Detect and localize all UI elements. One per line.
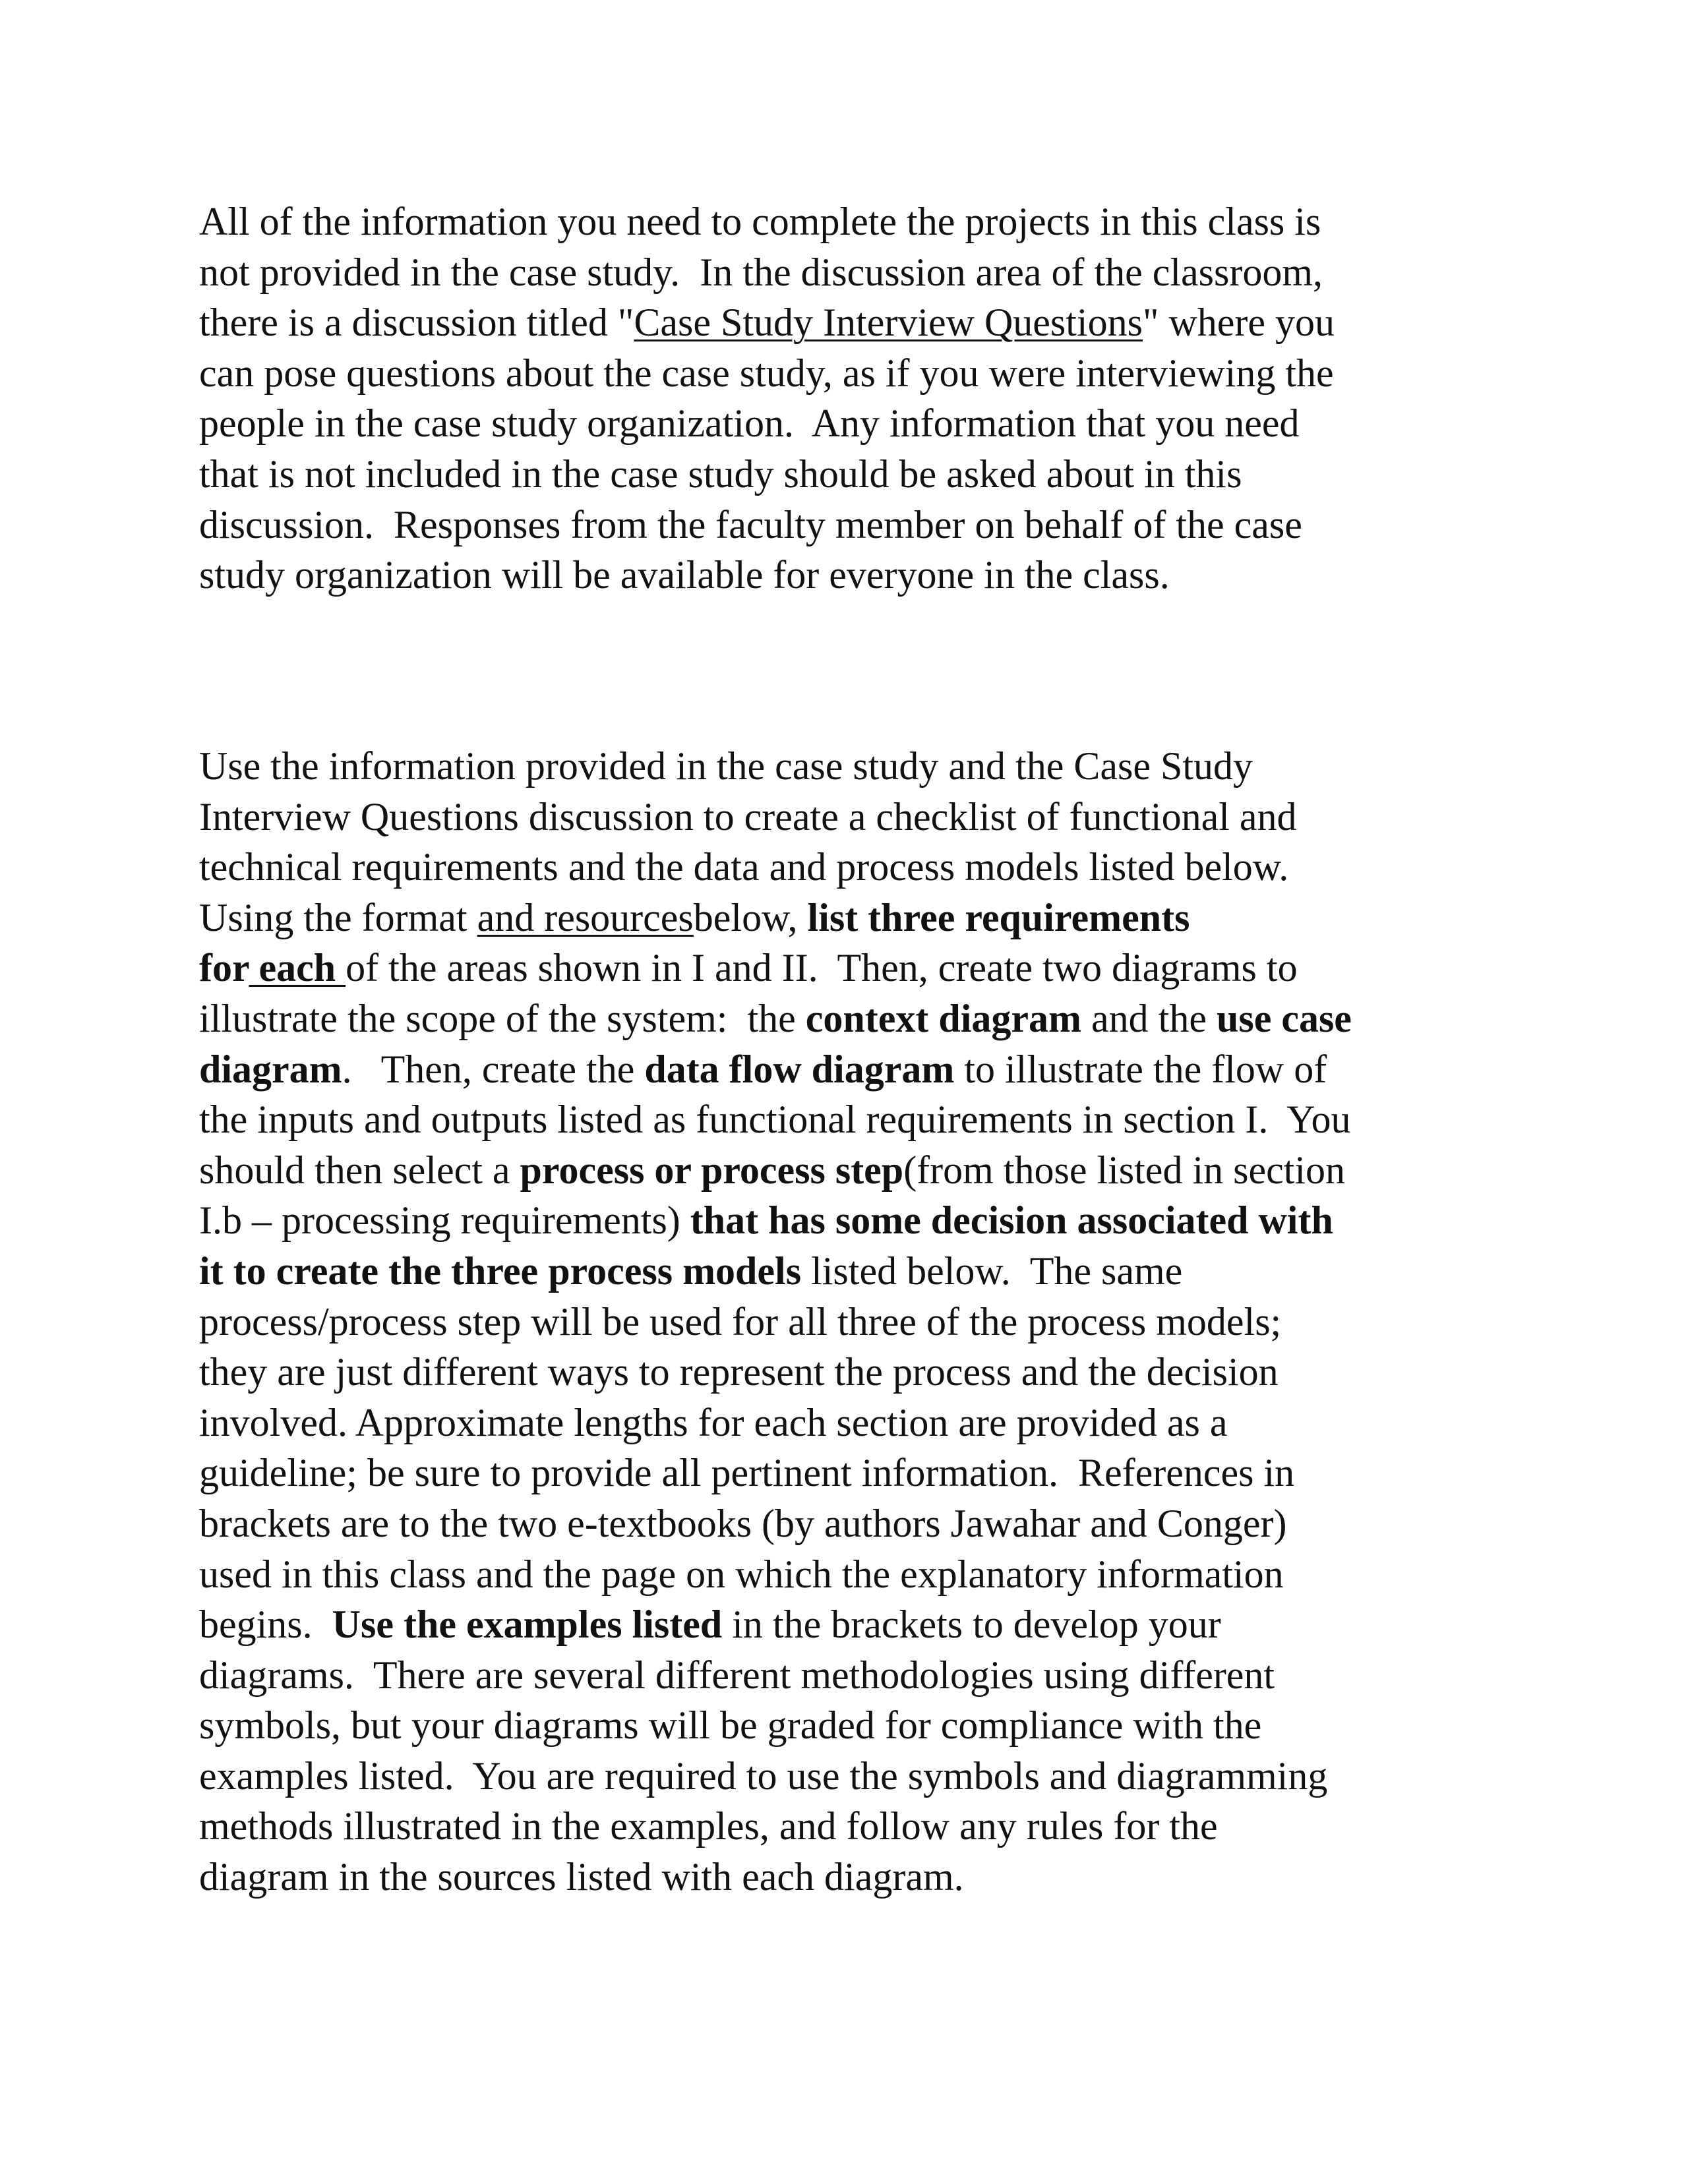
text-span: (from those listed in section [903, 1148, 1346, 1192]
paragraph-line [199, 741, 1352, 792]
text-span: used in this class and the page on which the explanatory information [199, 1552, 1284, 1596]
bold-text: use case [1216, 996, 1352, 1040]
paragraph-line [199, 792, 1352, 842]
text-span: Interview Questions discussion to create a checklist of functional and [199, 794, 1297, 839]
text-span: listed below. The same [801, 1249, 1183, 1293]
text-span: to illustrate the flow of [954, 1047, 1327, 1091]
text-span: can pose questions about the case study, as if you were interviewing the [199, 351, 1334, 395]
paragraph-line [199, 1398, 1352, 1448]
text-span: " where you [1142, 301, 1335, 345]
bold-text: Use the examples listed [332, 1603, 723, 1647]
text-span: they are just different ways to represent the process and the decision [199, 1350, 1279, 1394]
paragraph-line [199, 1094, 1352, 1145]
text-span: begins. [199, 1603, 332, 1647]
text-span: process/process step will be used for all three of the process models; [199, 1299, 1282, 1343]
paragraph-line [199, 1498, 1352, 1549]
intro-paragraph [199, 196, 1335, 601]
paragraph-line [199, 196, 1335, 247]
text-span: below, [693, 895, 808, 939]
text-span: should then select a [199, 1148, 520, 1192]
text-span: brackets are to the two e-textbooks (by authors Jawahar and Conger) [199, 1501, 1287, 1545]
paragraph-line [199, 1650, 1352, 1701]
paragraph-line [199, 550, 1335, 601]
text-span: . Then, create the [342, 1047, 645, 1091]
paragraph-line [199, 1700, 1352, 1751]
paragraph-line [199, 1852, 1352, 1903]
text-span: technical requirements and the data and process models listed below. [199, 845, 1289, 889]
paragraph-line [199, 943, 1352, 993]
text-span: study organization will be available for everyone in the class. [199, 553, 1170, 597]
text-span: symbols, but your diagrams will be graded for compliance with the [199, 1703, 1262, 1748]
bold-text: process or process step [520, 1148, 904, 1192]
paragraph-line [199, 1145, 1352, 1196]
text-span: involved. Approximate lengths for each section are provided as a [199, 1400, 1228, 1444]
text-span: in the brackets to develop your [722, 1603, 1221, 1647]
paragraph-line [199, 1448, 1352, 1498]
text-span: there is a discussion titled " [199, 301, 634, 345]
instructions-paragraph [199, 741, 1352, 1903]
bold-text: it to create the three process models [199, 1249, 802, 1293]
text-span: examples listed. You are required to use the symbols and diagramming [199, 1754, 1328, 1798]
paragraph-line [199, 1044, 1352, 1095]
paragraph-line [199, 247, 1335, 298]
paragraph-line [199, 842, 1352, 893]
paragraph-line [199, 1195, 1352, 1246]
paragraph-line [199, 1599, 1352, 1650]
text-span: diagrams. There are several different methodologies using different [199, 1653, 1275, 1697]
underlined-text: and resources [477, 895, 694, 939]
text-span: methods illustrated in the examples, and follow any rules for the [199, 1804, 1218, 1848]
bold-text: context diagram [805, 996, 1082, 1040]
paragraph-line [199, 1801, 1352, 1852]
text-span: diagram in the sources listed with each diagram. [199, 1855, 964, 1899]
discussion-title-underlined: Case Study Interview Questions [634, 301, 1143, 345]
text-span: people in the case study organization. Any information that you need [199, 401, 1300, 446]
text-span: of the areas shown in I and II. Then, create two diagrams to [346, 946, 1298, 990]
paragraph-line [199, 893, 1352, 943]
paragraph-line [199, 1347, 1352, 1398]
bold-text: data flow diagram [644, 1047, 955, 1091]
bold-text: that has some decision associated with [690, 1198, 1333, 1243]
paragraph-line [199, 348, 1335, 399]
bold-text: for [199, 946, 249, 990]
text-span: illustrate the scope of the system: the [199, 996, 806, 1040]
bold-text: list three requirements [807, 895, 1190, 939]
text-span: guideline; be sure to provide all pertinent information. References in [199, 1451, 1295, 1495]
paragraph-line [199, 449, 1335, 500]
text-span: the inputs and outputs listed as functional requirements in section I. You [199, 1098, 1351, 1142]
paragraph-line [199, 398, 1335, 449]
bold-underlined-text: each [249, 946, 346, 990]
paragraph-line [199, 1297, 1352, 1347]
text-span: Use the information provided in the case study and the Case Study [199, 744, 1253, 788]
paragraph-line [199, 993, 1352, 1044]
text-span: Using the format [199, 895, 477, 939]
text-span: and the [1081, 996, 1217, 1040]
paragraph-line [199, 1549, 1352, 1600]
paragraph-line [199, 500, 1335, 550]
text-span: that is not included in the case study should be asked about in this [199, 452, 1242, 496]
paragraph-line [199, 1246, 1352, 1297]
text-span: discussion. Responses from the faculty member on behalf of the case [199, 502, 1302, 546]
text-span: All of the information you need to complete the projects in this class is [199, 200, 1321, 243]
bold-text: diagram [199, 1047, 342, 1091]
paragraph-line [199, 297, 1335, 348]
paragraph-line [199, 1751, 1352, 1802]
text-span: I.b – processing requirements) [199, 1198, 690, 1243]
text-span: not provided in the case study. In the discussion area of the classroom, [199, 250, 1323, 294]
